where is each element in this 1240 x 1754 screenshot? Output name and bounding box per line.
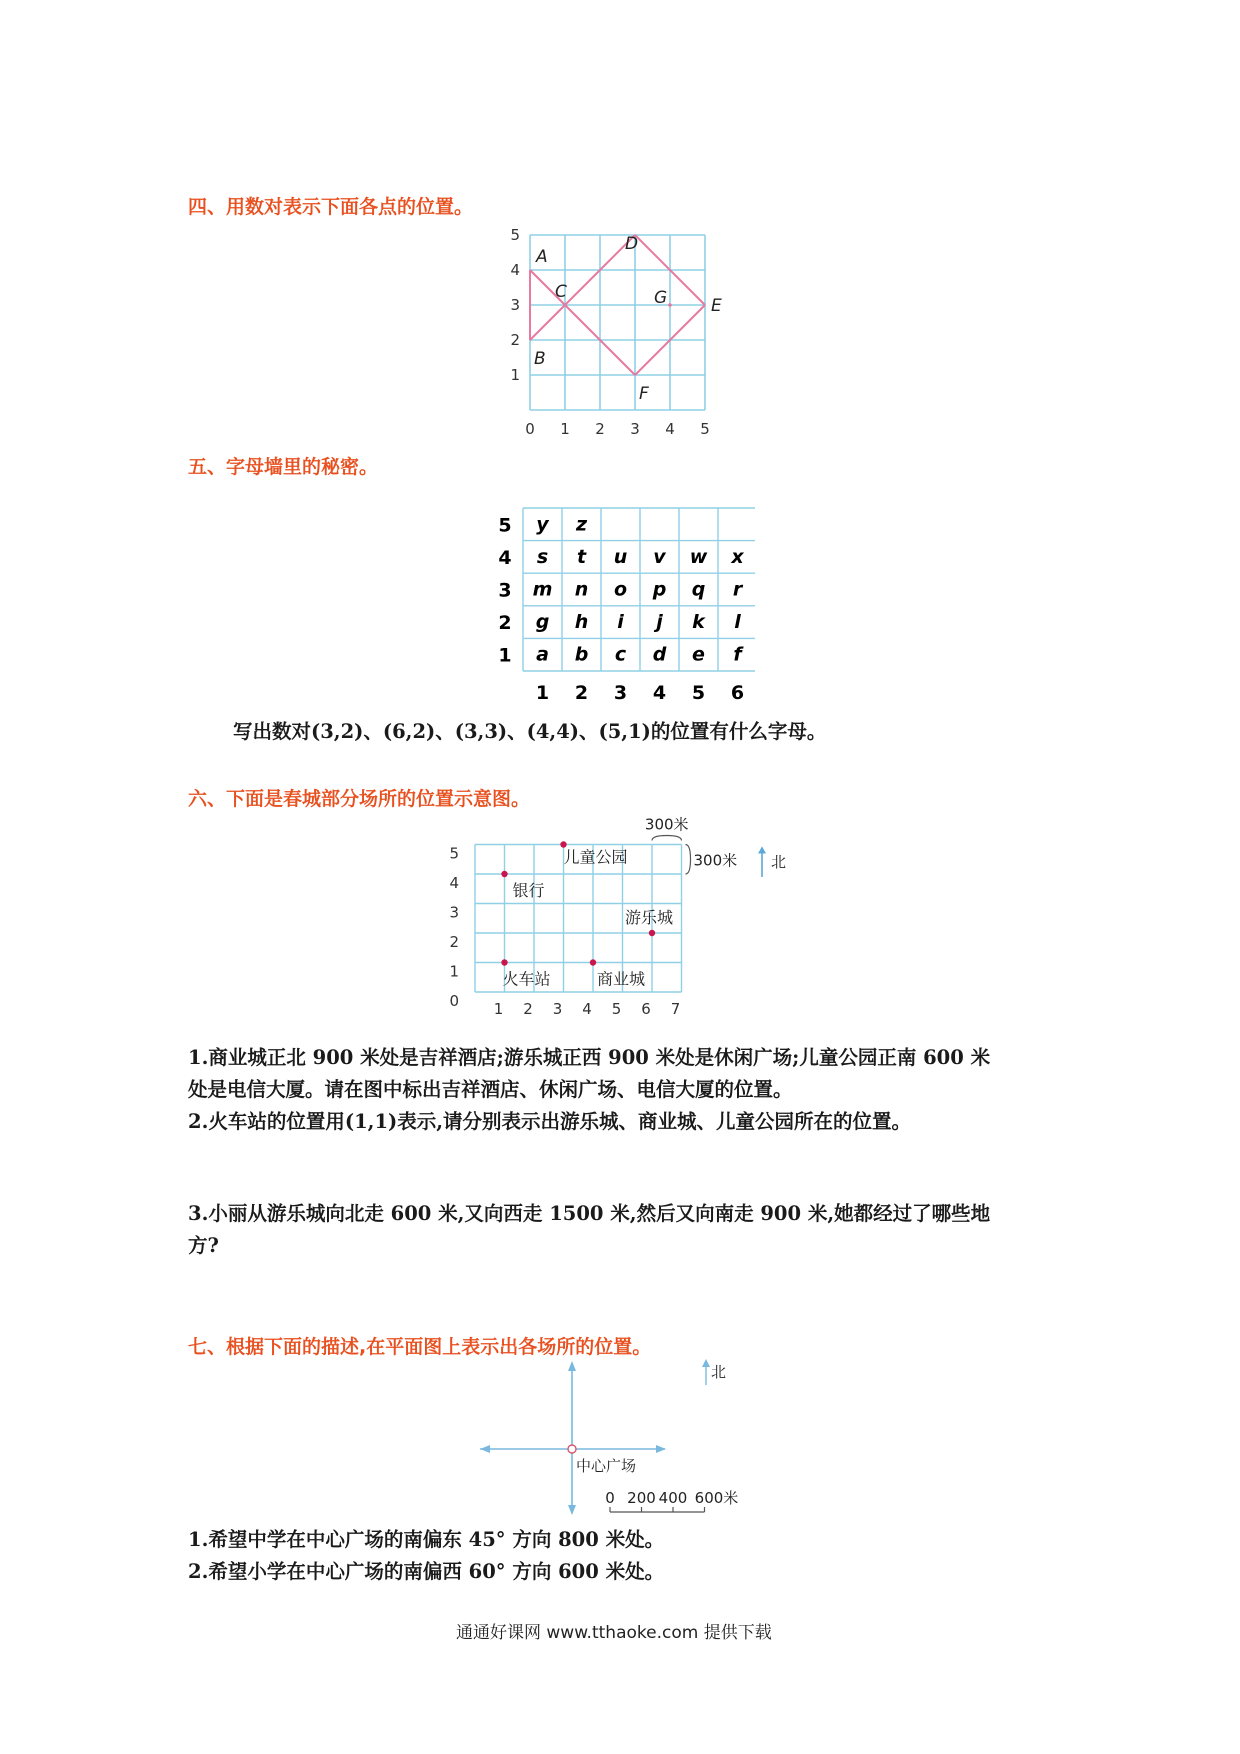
row-label: 1	[498, 644, 512, 667]
center-plaza-label: 中心广场	[576, 1457, 637, 1475]
x-tick-label: 1	[560, 420, 570, 434]
x-tick-label: 4	[665, 420, 675, 434]
x-tick-label: 2	[595, 420, 605, 434]
x-tick-label: 2	[523, 1000, 533, 1018]
section-5-heading: 五、字母墙里的秘密。	[188, 456, 379, 478]
column-label: 3	[613, 682, 628, 704]
scale-brace-vertical	[686, 845, 691, 875]
section-6-q2: 2.火车站的位置用(1,1)表示,请分别表示出游乐城、商业城、儿童公园所在的位置。	[188, 1110, 912, 1133]
letter-cell: c	[614, 643, 627, 666]
y-tick-label: 5	[510, 226, 520, 244]
place-label: 儿童公园	[563, 847, 628, 867]
letter-cell: b	[574, 643, 589, 666]
y-tick-label: 1	[449, 962, 459, 981]
letter-cell: r	[732, 578, 743, 601]
x-tick-label: 1	[493, 1000, 504, 1018]
section-6-heading: 六、下面是春城部分场所的位置示意图。	[188, 788, 531, 810]
y-tick-label: 3	[449, 903, 459, 922]
x-tick-label: 7	[670, 1000, 681, 1018]
south-arrow-head	[568, 1505, 576, 1515]
central-plaza-map	[470, 1355, 780, 1520]
letter-cell: s	[536, 545, 549, 568]
place-marker	[649, 930, 655, 936]
letter-cell: e	[692, 643, 705, 666]
y-tick-label: 2	[449, 933, 459, 951]
row-label: 3	[498, 579, 512, 602]
place-label: 游乐城	[624, 908, 674, 927]
scale-brace-horizontal	[652, 836, 682, 841]
scale-vertical-label: 300米	[693, 851, 738, 870]
place-marker	[590, 959, 596, 965]
x-tick-label: 5	[611, 1000, 622, 1018]
letter-cell: f	[733, 643, 742, 666]
section-4-heading: 四、用数对表示下面各点的位置。	[188, 196, 474, 218]
row-label: 5	[498, 514, 512, 537]
letter-cell: v	[653, 545, 666, 568]
section-5-question: 写出数对(3,2)、(6,2)、(3,3)、(4,4)、(5,1)的位置有什么字母。	[233, 720, 827, 743]
north-label: 北	[771, 853, 787, 872]
y-tick-label: 3	[510, 296, 520, 314]
place-marker	[501, 959, 507, 965]
footer-credit: 通通好课网 www.tthaoke.com 提供下载	[456, 1623, 772, 1643]
point-label-g: G	[654, 288, 668, 308]
letter-cell: k	[692, 611, 705, 634]
north-indicator-head	[702, 1359, 710, 1367]
x-tick-label: 3	[630, 420, 640, 434]
letter-cell: a	[536, 643, 549, 666]
coordinate-grid-4	[490, 222, 740, 434]
y-tick-label: 4	[510, 261, 520, 279]
y-tick-label: 4	[449, 874, 459, 892]
scale-bar-label: 400	[658, 1489, 688, 1507]
x-tick-label: 3	[552, 1000, 563, 1018]
letter-cell: y	[536, 513, 549, 536]
point-label-e: E	[711, 296, 722, 316]
place-label: 银行	[512, 881, 545, 900]
place-marker	[501, 871, 507, 877]
section-6-q1-line1: 1.商业城正北 900 米处是吉祥酒店;游乐城正西 900 米处是休闲广场;儿童公园正南 600 米	[188, 1046, 991, 1069]
row-label: 4	[498, 546, 512, 569]
letter-cell: m	[532, 578, 553, 601]
letter-cell: t	[576, 545, 587, 568]
letter-cell: d	[652, 643, 667, 666]
letter-cell: q	[691, 578, 706, 601]
column-label: 6	[730, 682, 745, 704]
scale-bar-label: 600米	[694, 1489, 739, 1507]
y-tick-label: 1	[510, 366, 520, 384]
section-6-q3-line2: 方?	[188, 1234, 219, 1257]
point-label-c: C	[555, 282, 567, 302]
x-tick-label: 5	[700, 420, 710, 434]
x-tick-label: 0	[525, 420, 535, 434]
letter-cell: g	[535, 611, 550, 634]
scale-bar-label: 200	[627, 1489, 656, 1507]
north-label: 北	[711, 1363, 727, 1381]
row-label: 2	[498, 612, 512, 635]
section-7-heading: 七、根据下面的描述,在平面图上表示出各场所的位置。	[188, 1336, 652, 1358]
scale-horizontal-label: 300米	[644, 815, 689, 834]
y-tick-label: 5	[449, 844, 459, 863]
point-g-dot	[668, 303, 672, 307]
section-6-q1-line2: 处是电信大厦。请在图中标出吉祥酒店、休闲广场、电信大厦的位置。	[188, 1078, 793, 1101]
city-map-grid	[440, 812, 800, 1022]
letter-cell: j	[656, 611, 663, 634]
column-label: 1	[535, 682, 550, 704]
west-arrow-head	[480, 1445, 490, 1453]
section-6-q3-line1: 3.小丽从游乐城向北走 600 米,又向西走 1500 米,然后又向南走 900 米,她都经过了哪些地	[188, 1202, 991, 1225]
letter-cell: u	[613, 545, 628, 568]
place-label: 商业城	[597, 969, 646, 989]
column-label: 4	[652, 682, 667, 704]
scale-bar-label: 0	[605, 1489, 615, 1507]
letter-cell: n	[574, 578, 589, 601]
letter-cell: x	[731, 545, 744, 568]
center-plaza-marker	[568, 1445, 576, 1453]
column-label: 5	[691, 682, 706, 704]
x-tick-label: 4	[582, 1000, 592, 1018]
letter-cell: o	[613, 578, 628, 601]
point-label-f: F	[639, 384, 649, 404]
north-arrow-head	[758, 846, 766, 853]
letter-cell: w	[689, 545, 708, 568]
letter-cell: p	[652, 578, 667, 601]
section-7-q1: 1.希望中学在中心广场的南偏东 45° 方向 800 米处。	[188, 1528, 665, 1551]
north-arrow-head-axis	[568, 1361, 576, 1371]
letter-cell: i	[617, 611, 624, 634]
x-tick-label: 6	[641, 1000, 651, 1018]
y-tick-label: 0	[449, 992, 459, 1010]
letter-wall-grid	[485, 500, 755, 712]
shape-edge	[530, 305, 565, 340]
point-label-a: A	[536, 247, 548, 267]
y-tick-label: 2	[510, 331, 520, 349]
place-label: 火车站	[502, 969, 551, 989]
letter-cell: l	[734, 611, 741, 634]
column-label: 2	[574, 682, 589, 704]
point-label-d: D	[625, 234, 639, 254]
letter-cell: h	[574, 611, 589, 634]
letter-cell: z	[575, 513, 588, 536]
east-arrow-head	[656, 1445, 666, 1453]
point-label-b: B	[534, 349, 546, 369]
section-7-q2: 2.希望小学在中心广场的南偏西 60° 方向 600 米处。	[188, 1560, 665, 1583]
